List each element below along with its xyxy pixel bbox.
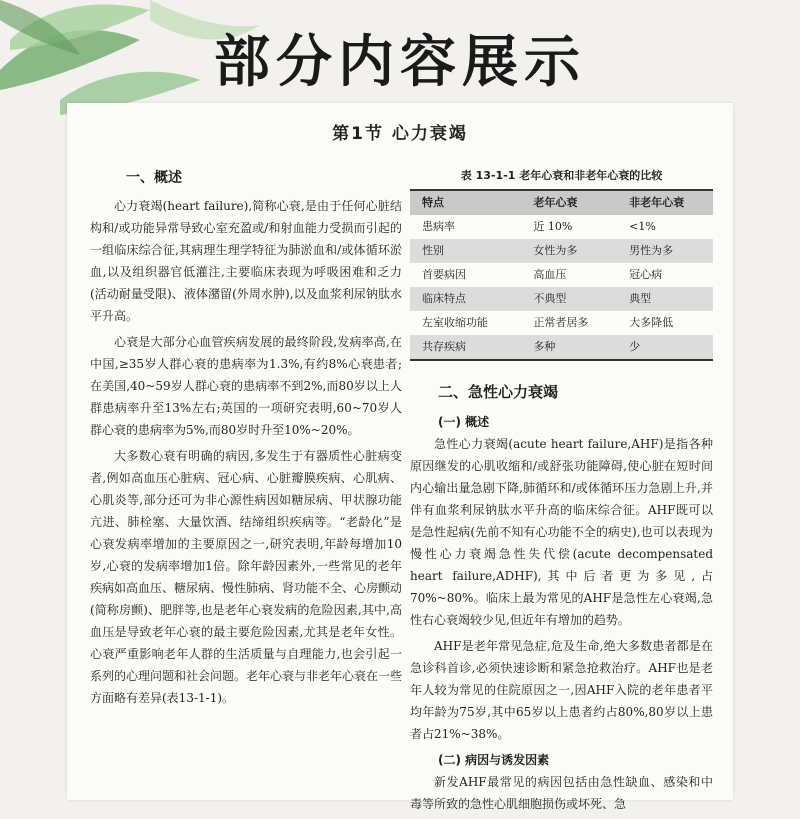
paragraph: AHF是老年常见急症,危及生命,绝大多数患者都是在急诊科首诊,必须快速诊断和紧急抢救治疗。AHF也是老年人较为常见的住院原因之一,因AHF入院的老年患者平均年龄为75岁,其中65岁以上患者约占80%,80岁以上患者占21%~38%。 <box>410 639 713 741</box>
subheading-causes: (二) 病因与诱发因素 <box>438 753 550 767</box>
paragraph: 心力衰竭(heart failure),简称心衰,是由于任何心脏结构和/或功能异常导致心室充盈或/和射血能力受损而引起的一组临床综合征,其病理生理学特征为肺淤血和/或体循环淤血,以及组织器官低灌注,主要临床表现为呼吸困难和乏力(活动耐量受限)、液体潴留(外周水肿),以及血浆利尿钠肽水平升高。 <box>90 199 402 323</box>
table-row <box>410 311 713 335</box>
table-cell: 男性为多 <box>629 244 674 257</box>
paragraph: 大多数心衰有明确的病因,多发生于有器质性心脏病变者,例如高血压心脏病、冠心病、心脏瓣膜疾病、心肌病、心肌炎等,部分还可为非心源性病因如糖尿病、甲状腺功能亢进、肺栓塞、大量饮酒、结缔组织疾病等。“老龄化”是心衰发病率增加的主要原因之一,研究表明,年龄每增加10岁,心衰的发病率增加1倍。除年龄因素外,一些常见的老年疾病如高血压、糖尿病、慢性肺病、肾功能不全、心房颤动(简称房颤)、肥胖等,也是老年心衰发病的危险因素,其中,高血压是导致老年心衰的最主要危险因素,尤其是老年女性。心衰严重影响老年人群的生活质量与自理能力,也会引起一系列的心理问题和社会问题。老年心衰与非老年心衰在一些方面略有差异(表13-1-1)。 <box>90 449 403 705</box>
paragraph: 急性心力衰竭(acute heart failure,AHF)是指各种原因继发的心肌收缩和/或舒张功能障碍,使心脏在短时间内心输出量急剧下降,肺循环和/或体循环压力急剧上升,并伴有血浆利尿钠肽水平升高的临床综合征。AHF既可以是急性起病(先前不知有心功能不全的病史),也可以表现为慢性心力衰竭急性失代偿(acute decompensated heart failure,ADHF),其中后者更为多见,占70%~80%。临床上最为常见的AHF是急性左心衰竭,急性右心衰竭较少见,但近年有增加的趋势。 <box>410 437 713 627</box>
table-cell: 正常者居多 <box>533 316 589 329</box>
table-header: 特点 <box>422 196 444 209</box>
table-cell: 典型 <box>629 292 652 305</box>
table-cell: 共存疾病 <box>422 340 466 353</box>
table-cell: 高血压 <box>533 268 567 281</box>
paragraph: 新发AHF最常见的病因包括由急性缺血、感染和中毒等所致的急性心肌细胞损伤或坏死、急 <box>410 775 713 811</box>
table-cell: 不典型 <box>533 292 567 305</box>
subheading-overview: (一) 概述 <box>438 415 490 429</box>
book-page <box>67 103 733 811</box>
heading-overview: 一、概述 <box>126 170 182 186</box>
comparison-table <box>410 189 713 361</box>
table-cell: 左室收缩功能 <box>422 316 488 329</box>
table-caption: 表 13-1-1 老年心衰和非老年心衰的比较 <box>460 169 663 182</box>
table-row <box>410 215 713 239</box>
table-cell: 性别 <box>422 244 444 257</box>
table-cell: 冠心病 <box>629 268 663 281</box>
table-cell: 患病率 <box>422 220 455 233</box>
table-header: 老年心衰 <box>533 196 578 209</box>
table-row <box>410 335 713 360</box>
table-cell: 多种 <box>533 340 556 353</box>
section-title: 第1节 心力衰竭 <box>332 124 468 144</box>
table-row <box>410 239 713 263</box>
table-cell: <1% <box>629 220 656 233</box>
table-header: 非老年心衰 <box>629 196 685 209</box>
table-cell: 少 <box>629 340 641 353</box>
table-cell: 近 10% <box>533 220 573 233</box>
banner-title: 部分内容展示 <box>214 30 586 95</box>
right-column <box>410 167 713 819</box>
paragraph: 心衰是大部分心血管疾病发展的最终阶段,发病率高,在中国,≥35岁人群心衰的患病率为1.3%,有约8%心衰患者;在美国,40~59岁人群心衰的患病率不到2%,而80岁以上人群患病率升至13%左右;英国的一项研究表明,60~70岁人群心衰的患病率为5%,而80岁时升至10%~20%。 <box>90 335 402 437</box>
heading-acute-hf: 二、急性心力衰竭 <box>438 383 559 401</box>
table-row <box>410 263 713 287</box>
table-cell: 大多降低 <box>629 316 674 329</box>
table-row <box>410 287 713 311</box>
table-cell: 临床特点 <box>422 292 466 305</box>
table-cell: 首要病因 <box>422 268 466 281</box>
left-column <box>90 167 402 713</box>
table-cell: 女性为多 <box>533 244 578 257</box>
table-header-row <box>410 190 713 215</box>
